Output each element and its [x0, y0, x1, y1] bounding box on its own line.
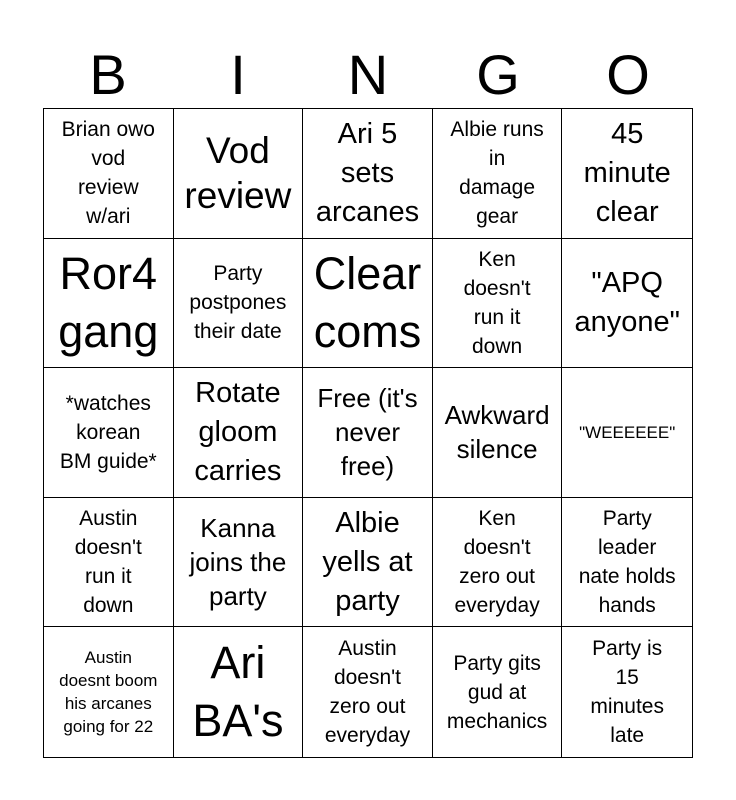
bingo-cell[interactable]: [174, 627, 304, 757]
bingo-cell[interactable]: [174, 498, 304, 628]
bingo-cell[interactable]: [433, 368, 563, 498]
bingo-cell-text: Party is 15 minutes late: [590, 637, 664, 748]
bingo-cell[interactable]: [174, 109, 304, 239]
bingo-cell[interactable]: [44, 498, 174, 628]
bingo-cell-text: Ken doesn't run it down: [463, 247, 531, 358]
bingo-cell[interactable]: [303, 627, 433, 757]
bingo-cell-text: Austin doesnt boom his arcanes going for 22: [59, 648, 158, 737]
bingo-board: [43, 108, 693, 758]
bingo-cell-text: Party gits gud at mechanics: [446, 651, 548, 733]
bingo-header: [43, 42, 693, 108]
bingo-cell-text: Albie runs in damage gear: [450, 118, 544, 229]
bingo-cell-text: Kanna joins the party: [189, 513, 287, 612]
bingo-cell[interactable]: [44, 239, 174, 369]
bingo-cell[interactable]: [562, 109, 692, 239]
header-letter-o: O: [606, 43, 650, 106]
header-letter-n: N: [347, 43, 389, 106]
bingo-cell[interactable]: [44, 109, 174, 239]
bingo-cell[interactable]: [174, 368, 304, 498]
bingo-cell[interactable]: [174, 239, 304, 369]
bingo-cell[interactable]: [562, 239, 692, 369]
bingo-cell-text: Clear coms: [313, 247, 422, 357]
bingo-cell[interactable]: [433, 627, 563, 757]
bingo-cell-text: Ror4 gang: [58, 247, 159, 357]
bingo-cell-text: Party postpones their date: [189, 262, 287, 344]
bingo-cell-text: "APQ anyone": [574, 266, 680, 338]
bingo-cell-text: Rotate gloom carries: [194, 376, 282, 487]
bingo-cell[interactable]: [433, 498, 563, 628]
header-letter-g: G: [476, 43, 520, 106]
bingo-cell-text: "WEEEEEE": [579, 422, 676, 442]
bingo-cell-text: Vod review: [184, 130, 292, 217]
bingo-cell[interactable]: [562, 627, 692, 757]
bingo-cell[interactable]: [303, 368, 433, 498]
bingo-cell[interactable]: [303, 498, 433, 628]
bingo-cell-text: 45 minute clear: [583, 117, 671, 228]
bingo-cell-text: Brian owo vod review w/ari: [61, 118, 155, 229]
bingo-cell[interactable]: [44, 627, 174, 757]
bingo-cell[interactable]: [562, 498, 692, 628]
bingo-cell[interactable]: [303, 239, 433, 369]
bingo-cell-text: Austin doesn't run it down: [74, 507, 142, 618]
bingo-cell-text: Party leader nate holds hands: [578, 507, 676, 618]
bingo-cell-text: *watches korean BM guide*: [59, 391, 157, 473]
bingo-cell[interactable]: [433, 239, 563, 369]
header-letter-i: I: [230, 43, 246, 106]
bingo-cell-text: Ken doesn't zero out everyday: [454, 507, 540, 618]
bingo-cell[interactable]: [303, 109, 433, 239]
bingo-cell-text: Ari 5 sets arcanes: [315, 117, 420, 228]
bingo-cell-text: Albie yells at party: [322, 506, 413, 617]
bingo-cell-text: Ari BA's: [192, 637, 284, 747]
bingo-cell[interactable]: [44, 368, 174, 498]
bingo-cell-text: Free (it's never free): [317, 383, 418, 482]
bingo-cell-text: Awkward silence: [444, 400, 550, 465]
bingo-cell-text: Austin doesn't zero out everyday: [324, 637, 411, 748]
bingo-cell[interactable]: [433, 109, 563, 239]
header-letter-b: B: [89, 43, 127, 106]
bingo-cell[interactable]: [562, 368, 692, 498]
